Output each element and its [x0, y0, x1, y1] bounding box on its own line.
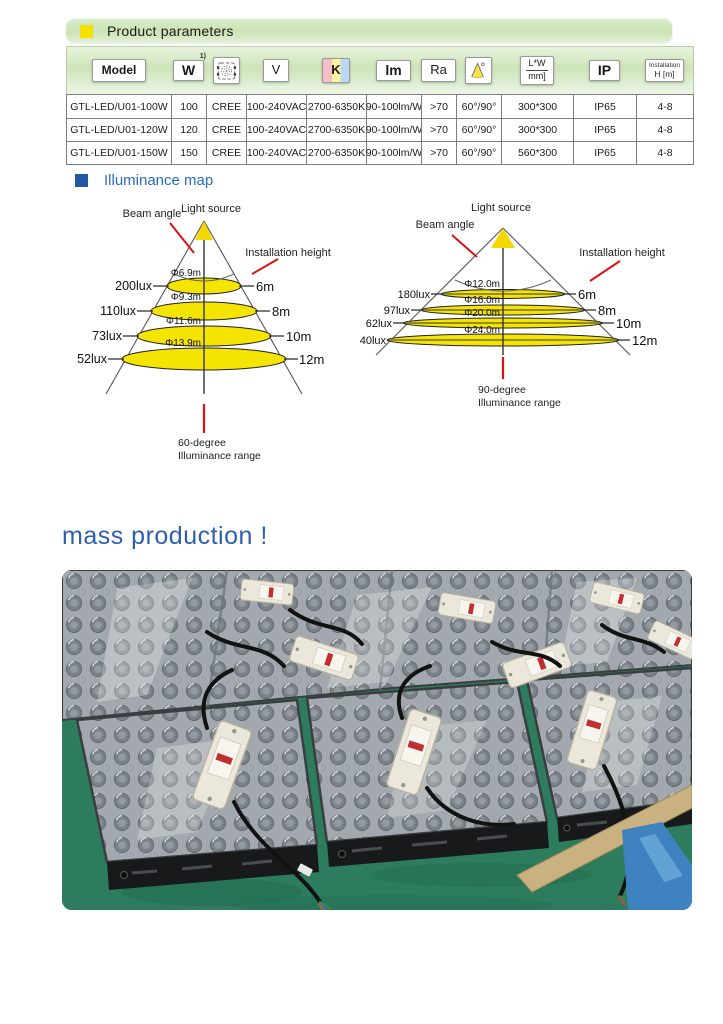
section-title-product-parameters: Product parameters: [107, 23, 234, 39]
lux-label: 52lux: [77, 352, 107, 366]
col-header-chip: [213, 57, 240, 84]
diameter-label: Φ6.9m: [170, 268, 201, 279]
height-label: 12m: [632, 333, 658, 348]
lux-label: 180lux: [397, 289, 430, 301]
lux-label: 62lux: [365, 318, 392, 330]
height-label: 10m: [286, 329, 312, 344]
diameter-label: Φ20.0m: [464, 308, 500, 319]
diameter-label: Φ24.0m: [464, 325, 500, 336]
table-row: GTL-LED/U01-150W 150 CREE 100-240VAC 2700-6350K 90-100lm/W >70 60°/90° 560*300 IP65 4-8: [67, 141, 693, 164]
cell-model: GTL-LED/U01-150W: [70, 147, 168, 159]
cell-model: GTL-LED/U01-100W: [70, 100, 168, 113]
yellow-square-bullet-icon: [80, 25, 93, 38]
col-header-ip: IP: [589, 60, 620, 81]
beam-angle-pointer-line: [170, 223, 194, 253]
footnote-marker: 1): [199, 53, 206, 60]
lux-label: 40lux: [360, 335, 386, 347]
col-header-voltage: V: [263, 59, 290, 81]
beam-angle-icon: [468, 60, 489, 82]
installation-height-pointer-line: [252, 259, 278, 274]
diagram-caption-line1: 60-degree: [178, 437, 226, 449]
lux-label: 73lux: [92, 329, 122, 343]
col-header-beam: [465, 57, 492, 84]
height-label: 12m: [299, 352, 325, 367]
section-title-illuminance-map: Illuminance map: [104, 172, 214, 189]
lux-label: 110lux: [100, 304, 136, 318]
cell-model: GTL-LED/U01-120W: [70, 124, 168, 136]
height-label: 6m: [578, 287, 597, 302]
product-spec-table: [66, 46, 694, 165]
factory-photo-illustration: [62, 570, 692, 910]
light-source-label: Light source: [471, 202, 531, 214]
col-header-lumen: lm: [376, 60, 410, 81]
diameter-label: Φ9.3m: [170, 292, 201, 303]
illuminance-map-header: [75, 172, 213, 189]
installation-height-pointer-line: [590, 261, 620, 281]
col-header-wattage: W: [173, 60, 204, 81]
lux-label: 97lux: [383, 305, 410, 317]
height-label: 6m: [256, 279, 275, 294]
product-parameters-banner: [65, 18, 673, 44]
beam-angle-pointer-line: [452, 235, 477, 257]
beam-angle-label: Beam angle: [415, 219, 475, 231]
section-title-mass-production: mass production !: [62, 522, 268, 550]
col-header-model: Model: [92, 59, 147, 82]
lux-label: 200lux: [115, 279, 152, 293]
light-source-wedge: [491, 228, 515, 248]
mass-production-photo: [62, 570, 692, 910]
table-row: GTL-LED/U01-100W 100 CREE 100-240VAC 2700-6350K 90-100lm/W >70 60°/90° 300*300 IP65 4-8: [67, 95, 693, 118]
col-header-install-height: Installation H [m]: [645, 59, 684, 82]
table-header-row: [66, 46, 694, 94]
diameter-label: Φ16.0m: [464, 295, 500, 306]
col-header-cri: Ra: [421, 59, 456, 81]
illuminance-diagram-60-degree: [70, 196, 350, 468]
col-header-dimensions: L*W mm]: [520, 56, 553, 85]
installation-height-label: Installation height: [579, 247, 665, 259]
table-row: GTL-LED/U01-120W 120 CREE 100-240VAC 2700-6350K 90-100lm/W >70 60°/90° 300*300 IP65 4-8: [67, 118, 693, 141]
diagram-caption-line2: Illuminance range: [178, 450, 261, 462]
col-header-kelvin: K: [322, 58, 349, 82]
illuminance-diagram-90-degree: [360, 195, 705, 420]
diameter-label: Φ13.9m: [165, 338, 201, 349]
diameter-label: Φ12.0m: [464, 279, 500, 290]
cob-led-icon: [216, 60, 237, 82]
light-source-wedge: [195, 221, 213, 240]
blue-square-bullet-icon: [75, 174, 88, 187]
height-label: 8m: [598, 303, 617, 318]
light-source-label: Light source: [181, 203, 241, 215]
diagram-caption-line2: Illuminance range: [478, 397, 561, 409]
beam-angle-label: Beam angle: [122, 208, 182, 220]
height-label: 8m: [272, 304, 291, 319]
diameter-label: Φ11.6m: [165, 316, 201, 327]
height-label: 10m: [616, 316, 642, 331]
table-body: [66, 94, 694, 165]
installation-height-label: Installation height: [245, 247, 331, 259]
diagram-caption-line1: 90-degree: [478, 384, 526, 396]
